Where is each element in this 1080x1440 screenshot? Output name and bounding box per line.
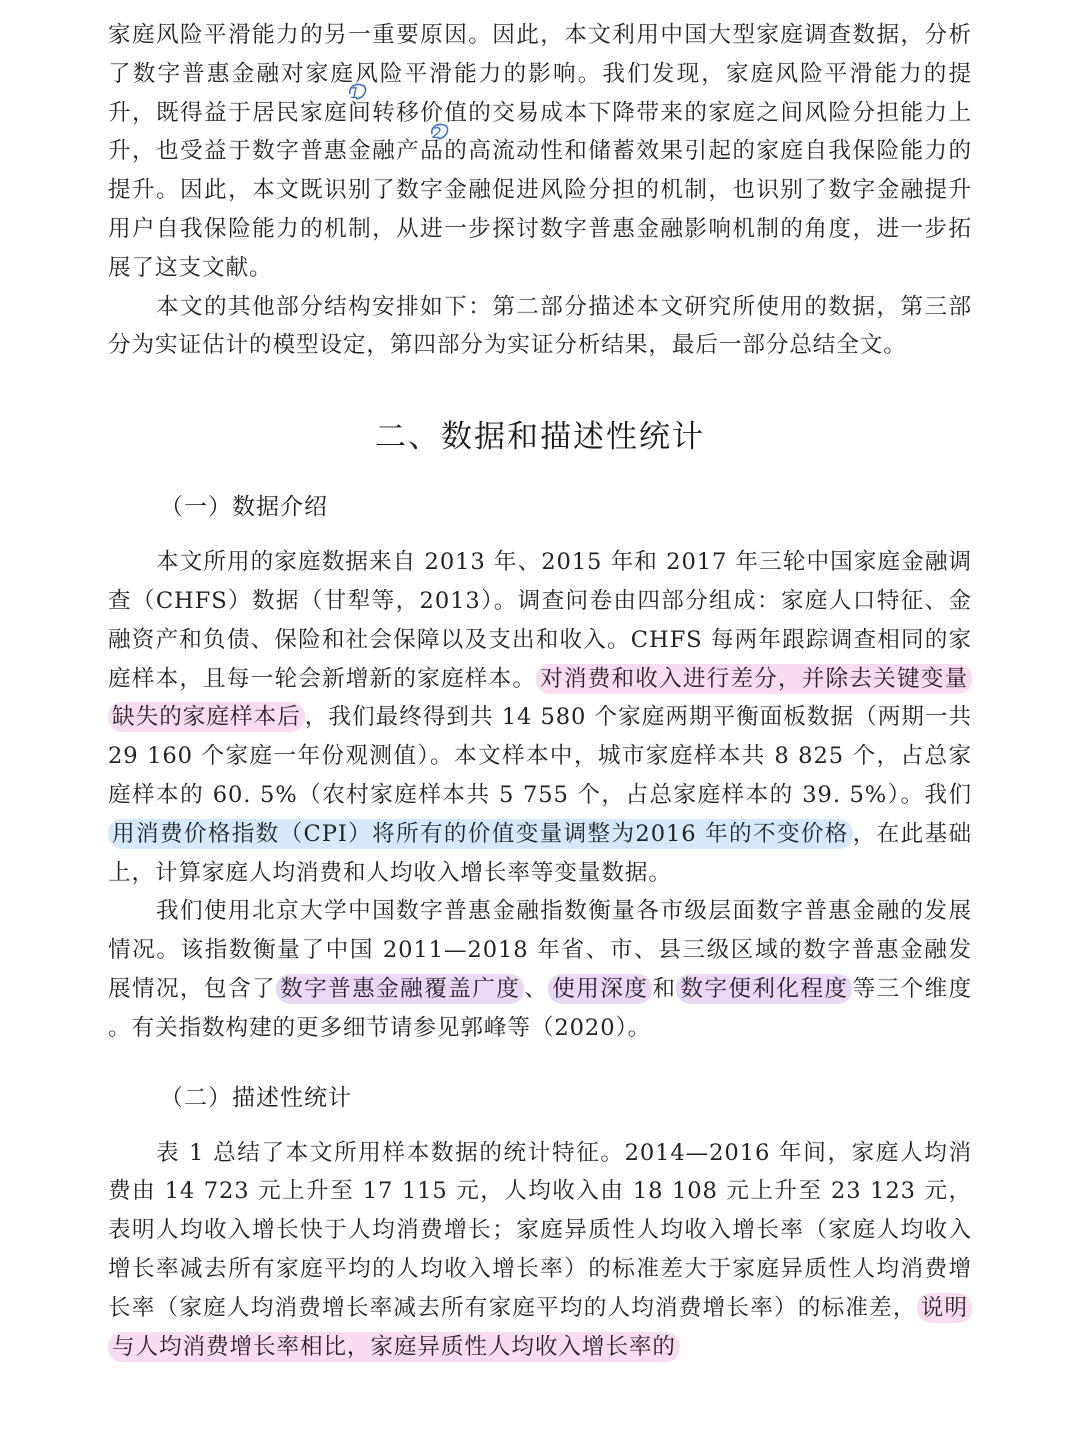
annotation-number: 1 xyxy=(350,84,360,102)
text-run: ，我们最终得到共 14 580 个家庭两期平衡面板数据（两期一共 29 160 个家庭一年份观测值）。本文样本中，城市家庭样本共 8 825 个，占总家庭样本的 60. 5%（农村家庭样本共 5 755 个，占总家庭样本的 39. 5%）。我们 xyxy=(108,704,972,808)
data-intro-paragraph xyxy=(108,543,972,892)
pink-highlight: 说明与人均消费增长率相比，家庭异质性人均收入增长率的 xyxy=(108,1293,972,1362)
pink-highlight: 对消费和收入进行差分，并除去关键变量缺失的家庭样本后 xyxy=(108,664,972,733)
text-run: ，在此基础上，计算家庭人均消费和人均收入增长率等变量数据。 xyxy=(108,820,973,886)
text-run: 我们使用北京大学中国数字普惠金融指数衡量各市级层面数字普惠金融的发展情况。该指数衡量了中国 2011—2018 年省、市、县三级区域的数字普惠金融发展情况，包含了 xyxy=(108,898,972,1002)
index-intro-paragraph xyxy=(108,892,972,1047)
text-run: 和 xyxy=(652,975,677,1002)
handwritten-annotation-1 xyxy=(350,84,360,102)
descriptive-stats-paragraph xyxy=(108,1134,972,1367)
annotation-circle-icon xyxy=(346,80,370,104)
subsection-2-title: （二）描述性统计 xyxy=(160,1084,352,1111)
document-page xyxy=(108,16,972,1366)
subsection-1-title: （一）数据介绍 xyxy=(160,494,328,521)
purple-highlight: 数字便利化程度 xyxy=(676,974,852,1004)
handwritten-annotation-2 xyxy=(432,124,442,142)
annotation-number: 2 xyxy=(432,124,442,142)
intro-paragraph-1: 家庭风险平滑能力的另一重要原因。因此，本文利用中国大型家庭调查数据，分析了数字普惠金融对家庭风险平滑能力的影响。我们发现，家庭风险平滑能力的提升，既得益于居民家庭间转移价值的交易成本下降带来的家庭之间风险分担能力上升，也受益于数字普惠金融产品的高流动性和储蓄效果引起的家庭自我保险能力的提升。因此，本文既识别了数字金融促进风险分担的机制，也识别了数字金融提升用户自我保险能力的机制，从进一步探讨数字普惠金融影响机制的角度，进一步拓展了这支文献。 xyxy=(108,22,972,281)
blue-highlight: 用消费价格指数（CPI）将所有的价值变量调整为2016 年的不变价格 xyxy=(108,819,853,849)
text-run: 等三个维度 。有关指数构建的更多细节请参见郭峰等（2020）。 xyxy=(108,975,973,1041)
purple-highlight: 使用深度 xyxy=(548,974,652,1004)
section-2-title: 二、数据和描述性统计 xyxy=(375,419,705,456)
annotation-circle-icon xyxy=(428,120,452,144)
purple-highlight: 数字普惠金融覆盖广度 xyxy=(276,974,524,1004)
intro-paragraph-2: 本文的其他部分结构安排如下：第二部分描述本文研究所使用的数据，第三部分为实证估计的模型设定，第四部分为实证分析结果，最后一部分总结全文。 xyxy=(108,293,972,359)
text-run: 本文所用的家庭数据来自 2013 年、2015 年和 2017 年三轮中国家庭金融调查（CHFS）数据（甘犁等，2013）。调查问卷由四部分组成：家庭人口特征、金融资产和负债、保险和社会保障以及支出和收入。CHFS 每两年跟踪调查相同的家庭样本，且每一轮会新增新的家庭样本。 xyxy=(108,549,972,692)
text-run: 、 xyxy=(524,975,549,1002)
text-run: 表 1 总结了本文所用样本数据的统计特征。2014—2016 年间，家庭人均消费由 14 723 元上升至 17 115 元，人均收入由 18 108 元上升至 23 123 元，表明人均收入增长快于人均消费增长；家庭异质性人均收入增长率（家庭人均收入增长率减去所有家庭平均的人均收入增长率）的标准差大于家庭异质性人均消费增长率（家庭人均消费增长率减去所有家庭平均的人均消费增长率）的标准差， xyxy=(108,1139,972,1321)
